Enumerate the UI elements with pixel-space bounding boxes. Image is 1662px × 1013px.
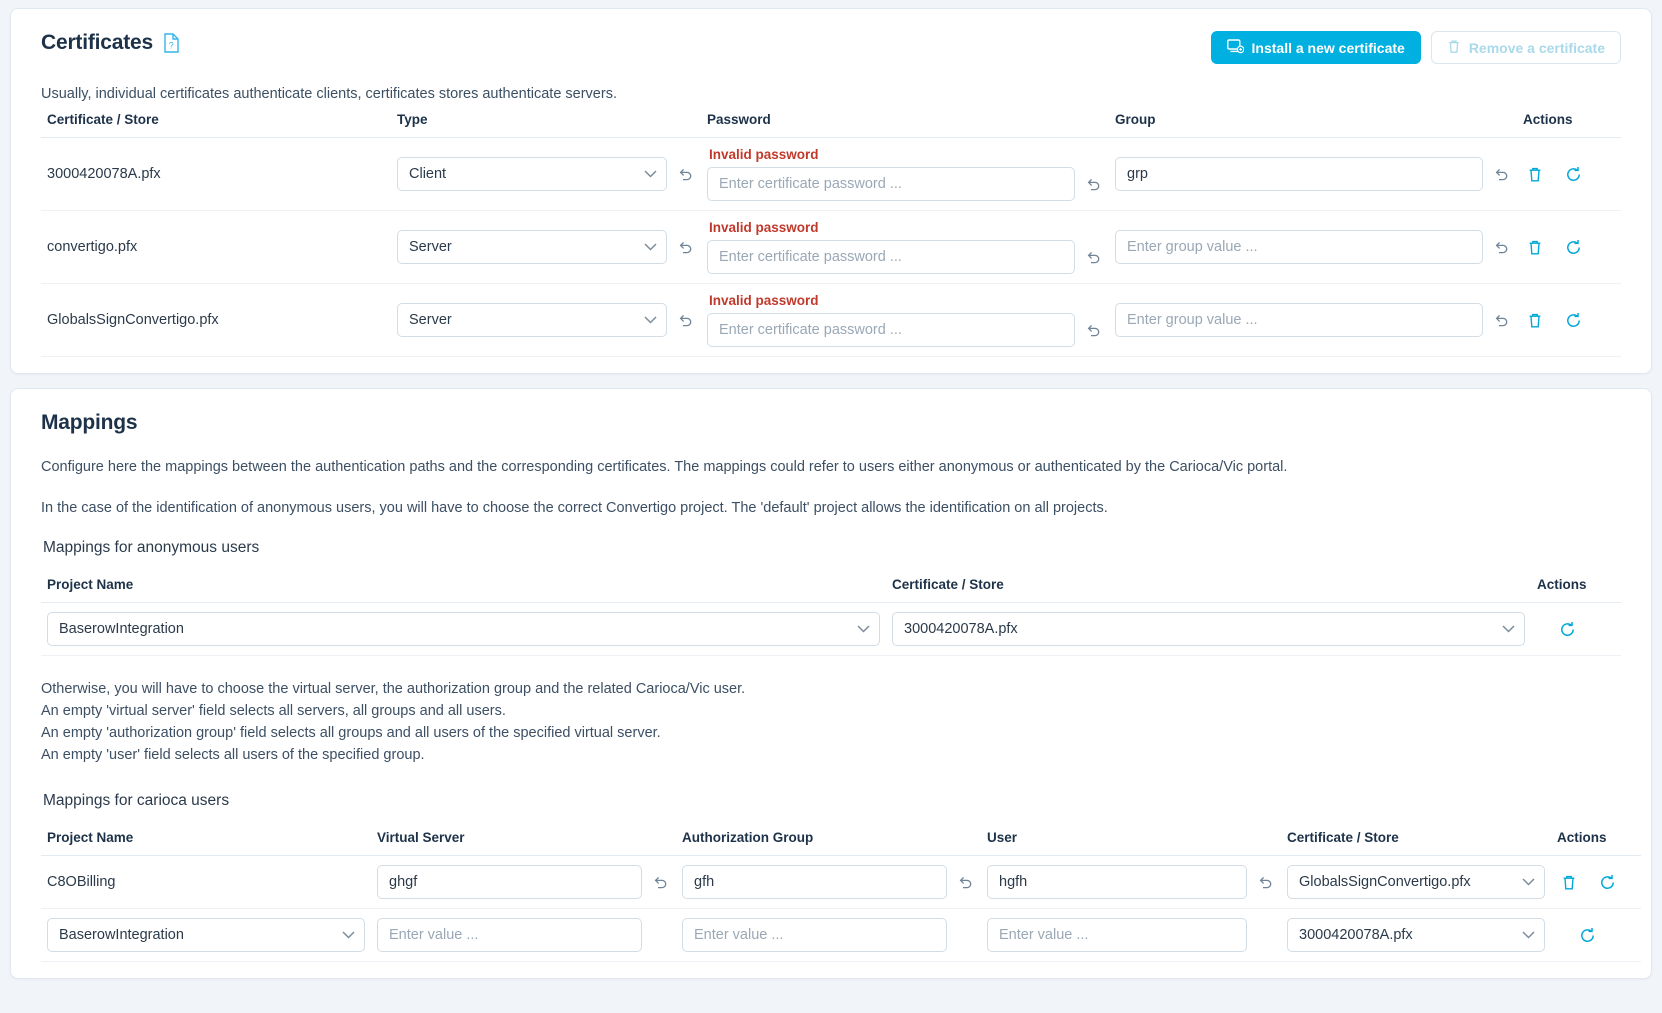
certificates-card bbox=[10, 8, 1652, 374]
refresh-icon[interactable] bbox=[1575, 923, 1599, 947]
col-actions: Actions bbox=[1517, 102, 1621, 138]
trash-icon bbox=[1447, 39, 1461, 57]
mappings-title: Mappings bbox=[41, 411, 138, 434]
virtual-server-input[interactable] bbox=[377, 918, 642, 952]
authorization-group-input[interactable] bbox=[682, 918, 947, 952]
col-actions: Actions bbox=[1551, 820, 1641, 856]
col-project-name: Project Name bbox=[41, 820, 371, 856]
undo-icon[interactable] bbox=[675, 237, 695, 257]
undo-icon[interactable] bbox=[1491, 237, 1511, 257]
remove-certificate-button[interactable] bbox=[1431, 31, 1621, 64]
password-error: Invalid password bbox=[709, 293, 819, 308]
refresh-icon[interactable] bbox=[1561, 308, 1585, 332]
anonymous-mappings-label: Mappings for anonymous users bbox=[43, 539, 260, 557]
remove-certificate-label: Remove a certificate bbox=[1468, 39, 1605, 56]
trash-icon[interactable] bbox=[1557, 870, 1581, 894]
undo-icon[interactable] bbox=[1491, 310, 1511, 330]
col-group: Group bbox=[1109, 102, 1517, 138]
carioca-certificate-select[interactable] bbox=[1287, 865, 1545, 899]
table-row bbox=[41, 856, 1641, 909]
certificate-type-select[interactable] bbox=[397, 303, 667, 337]
refresh-icon[interactable] bbox=[1561, 235, 1585, 259]
carioca-project-select[interactable] bbox=[47, 918, 365, 952]
user-input[interactable] bbox=[987, 865, 1247, 899]
carioca-project-name: C8OBilling bbox=[41, 856, 371, 909]
table-row bbox=[41, 284, 1621, 357]
svg-text:?: ? bbox=[168, 40, 174, 51]
col-certificate-store: Certificate / Store bbox=[886, 567, 1531, 603]
col-certificate-store: Certificate / Store bbox=[1281, 820, 1551, 856]
certificate-type-select[interactable] bbox=[397, 157, 667, 191]
password-error: Invalid password bbox=[709, 147, 819, 162]
certificates-header bbox=[41, 31, 1621, 64]
table-row bbox=[41, 211, 1621, 284]
mappings-intro-1: Configure here the mappings between the authentication paths and the corresponding certificates. The mappings could refer to users either anonymous or authenticated by the Carioca/Vic portal. bbox=[41, 459, 1288, 475]
certificate-password-input[interactable] bbox=[707, 167, 1075, 201]
col-actions: Actions bbox=[1531, 567, 1621, 603]
note-line: Otherwise, you will have to choose the virtual server, the authorization group and the related Carioca/Vic user. bbox=[41, 681, 746, 698]
undo-icon[interactable] bbox=[955, 872, 975, 892]
carioca-mappings-table bbox=[41, 820, 1641, 962]
carioca-mappings-label: Mappings for carioca users bbox=[43, 792, 230, 810]
note-line: An empty 'user' field selects all users of the specified group. bbox=[41, 747, 425, 764]
note-line: An empty 'authorization group' field selects all groups and all users of the specified virtual server. bbox=[41, 725, 661, 742]
certificate-password-input[interactable] bbox=[707, 313, 1075, 347]
certificate-name: convertigo.pfx bbox=[41, 211, 391, 284]
certificate-install-icon bbox=[1227, 39, 1244, 57]
col-password: Password bbox=[701, 102, 1109, 138]
undo-icon[interactable] bbox=[650, 872, 670, 892]
certificate-name: GlobalsSignConvertigo.pfx bbox=[41, 284, 391, 357]
table-row bbox=[41, 603, 1621, 656]
certificate-name: 3000420078A.pfx bbox=[41, 138, 391, 211]
anonymous-certificate-select[interactable] bbox=[892, 612, 1525, 646]
password-error: Invalid password bbox=[709, 220, 819, 235]
mappings-card bbox=[10, 388, 1652, 979]
anonymous-mappings-table bbox=[41, 567, 1621, 656]
mappings-notes bbox=[41, 678, 1621, 766]
trash-icon[interactable] bbox=[1523, 235, 1547, 259]
refresh-icon[interactable] bbox=[1555, 617, 1579, 641]
col-authorization-group: Authorization Group bbox=[676, 820, 981, 856]
user-input[interactable] bbox=[987, 918, 1247, 952]
install-certificate-button[interactable] bbox=[1211, 31, 1421, 64]
col-project-name: Project Name bbox=[41, 567, 886, 603]
certificate-group-input[interactable] bbox=[1115, 230, 1483, 264]
certificate-password-input[interactable] bbox=[707, 240, 1075, 274]
page-title: Certificates bbox=[41, 31, 153, 54]
certificates-subtitle: Usually, individual certificates authenticate clients, certificates stores authenticate servers. bbox=[41, 86, 617, 102]
certificate-group-input[interactable] bbox=[1115, 157, 1483, 191]
trash-icon[interactable] bbox=[1523, 162, 1547, 186]
document-help-icon[interactable] bbox=[163, 33, 180, 53]
undo-icon[interactable] bbox=[675, 164, 695, 184]
col-certificate-store: Certificate / Store bbox=[41, 102, 391, 138]
table-row bbox=[41, 138, 1621, 211]
install-certificate-label: Install a new certificate bbox=[1251, 39, 1405, 56]
undo-icon[interactable] bbox=[675, 310, 695, 330]
col-virtual-server: Virtual Server bbox=[371, 820, 676, 856]
authorization-group-input[interactable] bbox=[682, 865, 947, 899]
certificates-table-header bbox=[41, 102, 1621, 138]
certificate-type-select[interactable] bbox=[397, 230, 667, 264]
undo-icon[interactable] bbox=[1491, 164, 1511, 184]
carioca-certificate-select[interactable] bbox=[1287, 918, 1545, 952]
anonymous-mappings-header bbox=[41, 567, 1621, 603]
undo-icon[interactable] bbox=[1083, 247, 1103, 267]
table-row bbox=[41, 909, 1641, 962]
undo-icon[interactable] bbox=[1083, 174, 1103, 194]
undo-icon[interactable] bbox=[1255, 872, 1275, 892]
carioca-mappings-header bbox=[41, 820, 1641, 856]
col-user: User bbox=[981, 820, 1281, 856]
certificate-group-input[interactable] bbox=[1115, 303, 1483, 337]
note-line: An empty 'virtual server' field selects all servers, all groups and all users. bbox=[41, 703, 506, 720]
refresh-icon[interactable] bbox=[1561, 162, 1585, 186]
virtual-server-input[interactable] bbox=[377, 865, 642, 899]
anonymous-project-select[interactable] bbox=[47, 612, 880, 646]
trash-icon[interactable] bbox=[1523, 308, 1547, 332]
certificates-table bbox=[41, 102, 1621, 357]
col-type: Type bbox=[391, 102, 701, 138]
undo-icon[interactable] bbox=[1083, 320, 1103, 340]
mappings-intro-2: In the case of the identification of anonymous users, you will have to choose the correct Convertigo project. The 'default' project allows the identification on all projects. bbox=[41, 500, 1108, 517]
refresh-icon[interactable] bbox=[1595, 870, 1619, 894]
